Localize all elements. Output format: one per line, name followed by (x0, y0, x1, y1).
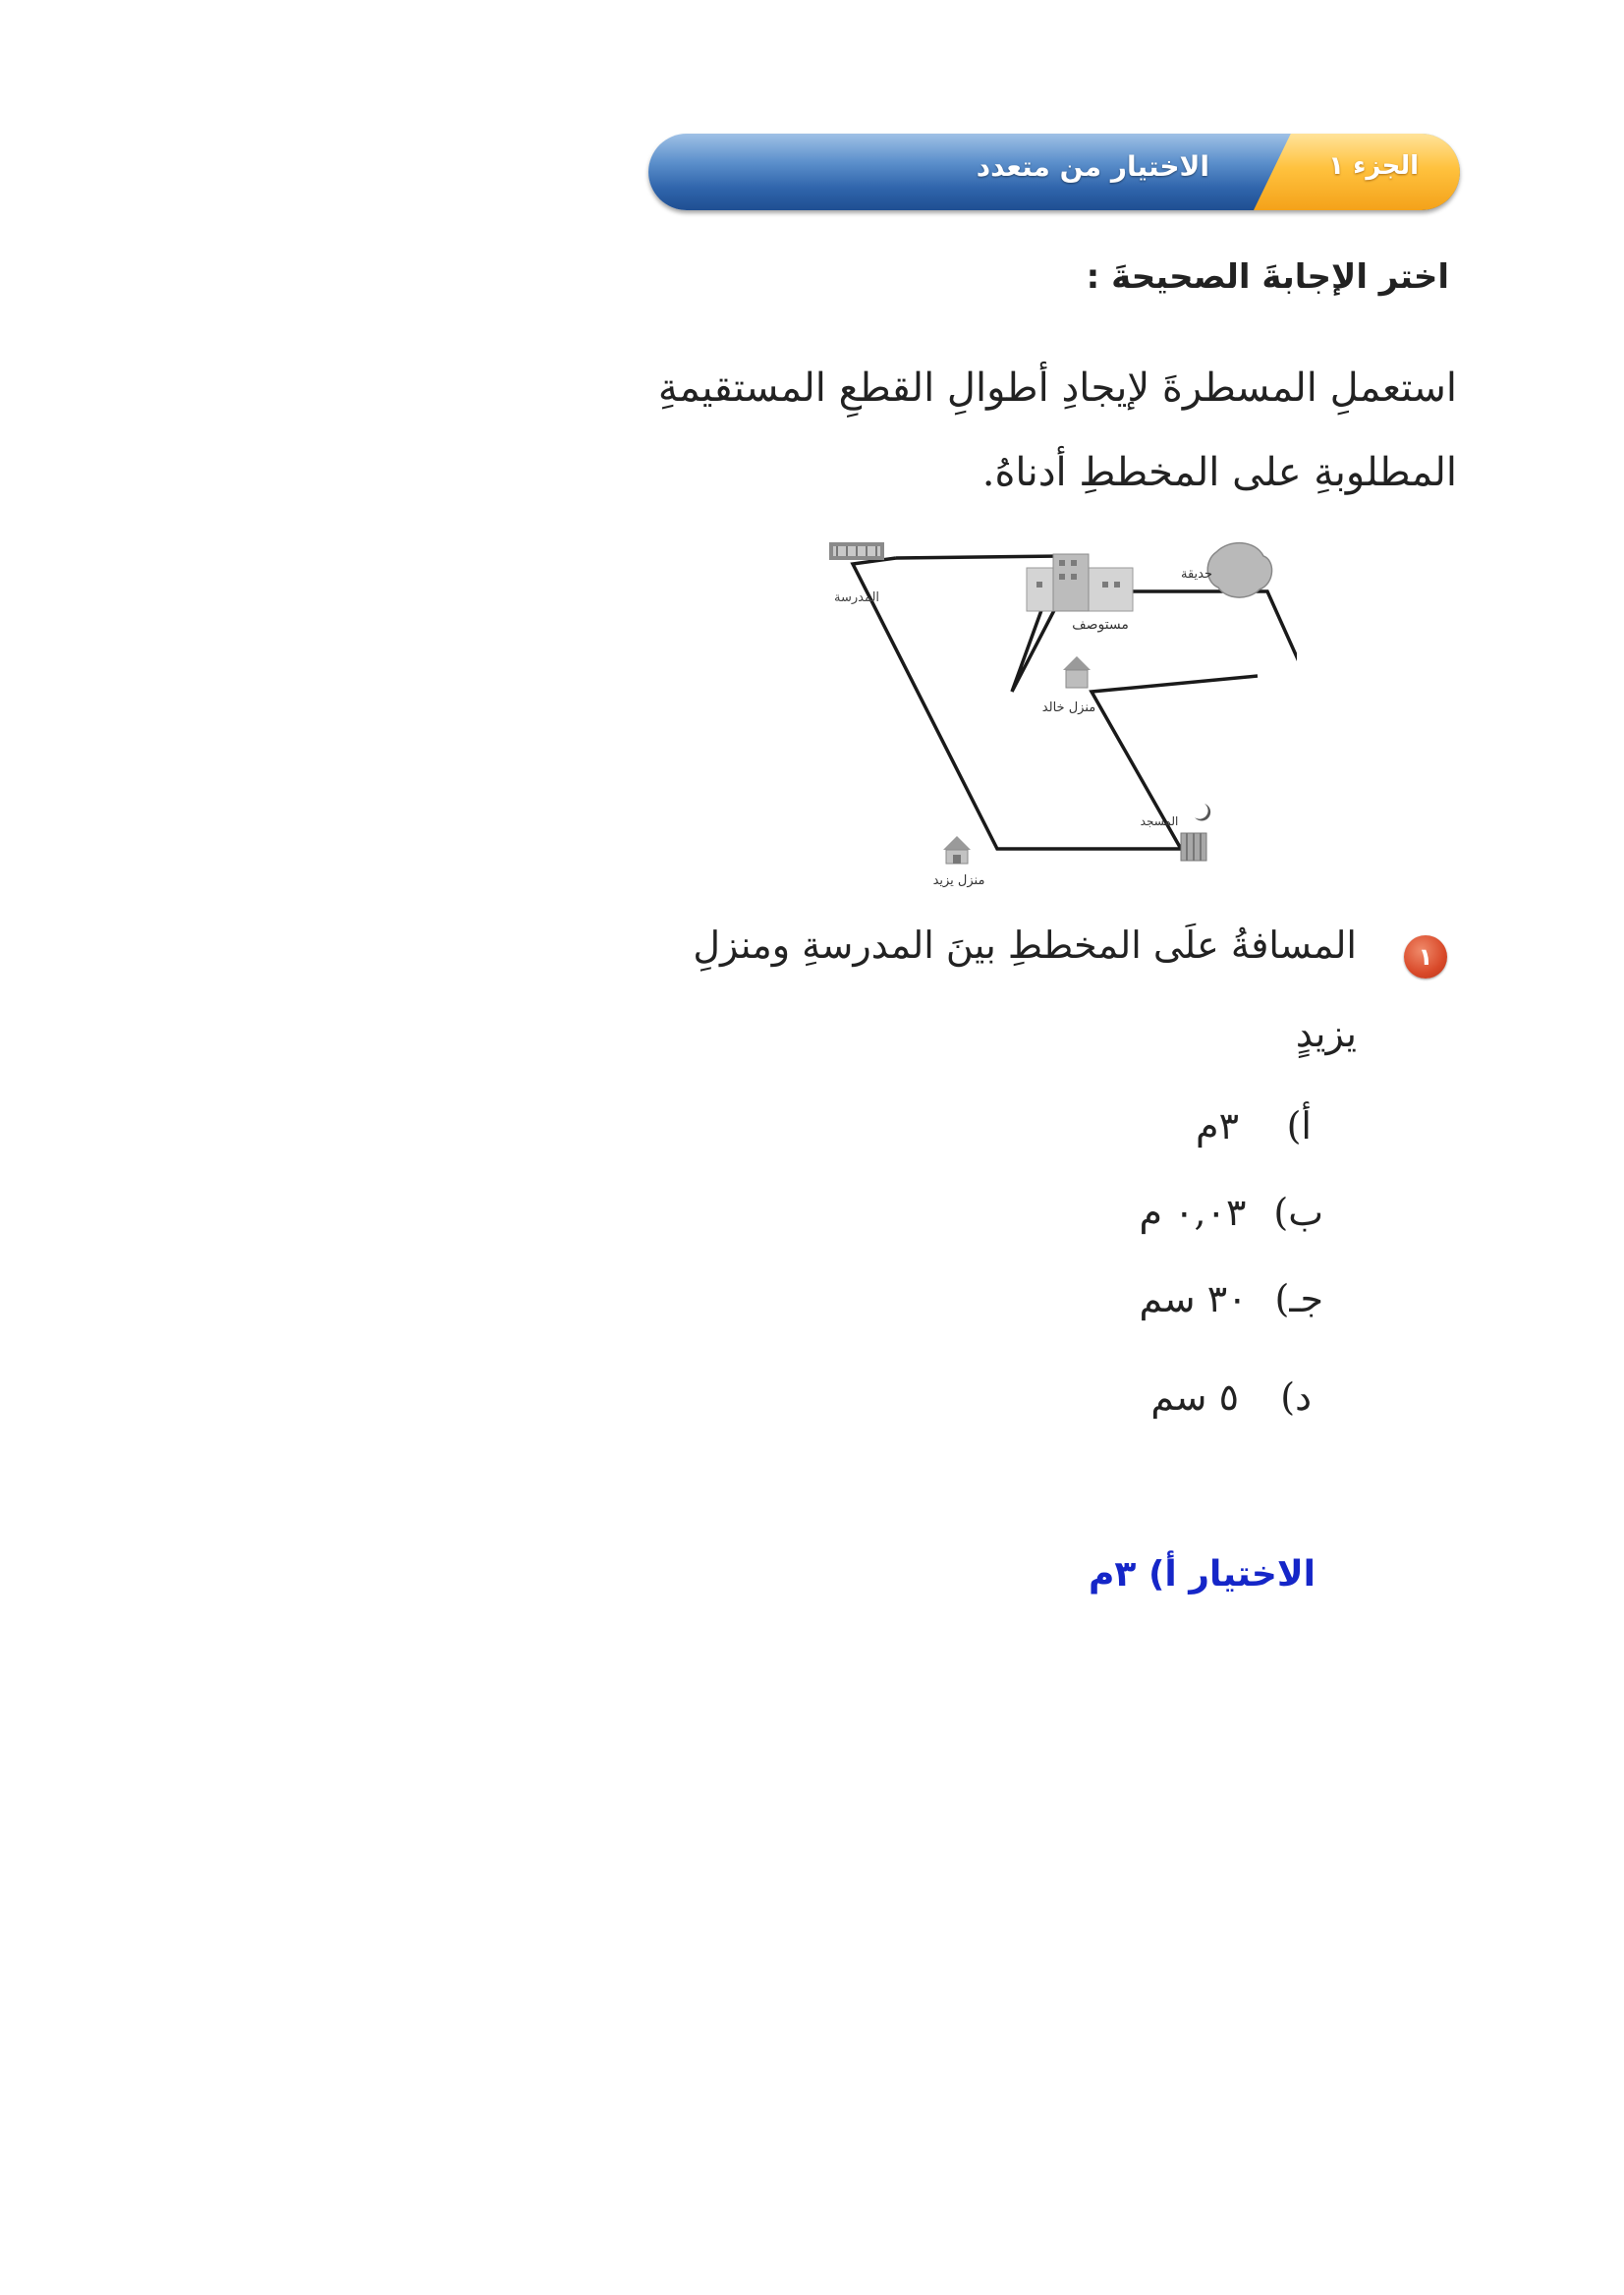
question-text-line-2: يزيدٍ (1295, 1012, 1357, 1055)
label-school: المدرسة (833, 590, 880, 605)
option-d-value: ٥ سم (1150, 1375, 1239, 1419)
banner-pill (648, 134, 1460, 210)
option-b[interactable] (1139, 1191, 1323, 1234)
option-b-label: ب) (1273, 1191, 1323, 1234)
instruction-text: اختر الإجابةَ الصحيحةَ : (1086, 257, 1449, 297)
option-a-label: أ) (1286, 1104, 1312, 1148)
label-mosque: المسجد (1140, 814, 1179, 828)
clinic-building-icon (1027, 554, 1133, 611)
school-icon (829, 542, 884, 560)
option-d[interactable] (1150, 1375, 1312, 1419)
label-khalid-house: منزل خالد (1041, 700, 1096, 715)
route-map-diagram (806, 531, 1297, 894)
option-b-value: ٠,٠٣ م (1139, 1191, 1247, 1234)
section-banner (648, 134, 1460, 210)
khalid-house-icon (1063, 656, 1091, 688)
label-yazid-house: منزل يزيد (932, 873, 985, 888)
park-tree-icon (1207, 543, 1271, 597)
label-clinic: مستوصف (1072, 617, 1129, 633)
question-text-line-1: المسافةُ علَى المخططِ بينَ المدرسةِ ومنزلِ (693, 924, 1357, 967)
option-d-label: د) (1280, 1375, 1312, 1419)
answer-text: الاختيار أ) ٣م (1089, 1554, 1316, 1595)
lead-line-2: المطلوبةِ على المخططِ أدناهُ. (981, 450, 1457, 495)
banner-title: الاختيار من متعدد (976, 150, 1209, 183)
mosque-icon (1181, 804, 1210, 861)
option-a-value: ٣م (1196, 1104, 1239, 1148)
yazid-house-icon (943, 836, 971, 864)
banner-part-label: الجزء ١ (1328, 151, 1419, 181)
question-number-badge: ١ (1404, 935, 1447, 979)
lead-line-1: استعملِ المسطرةَ لإيجادِ أطوالِ القطعِ المستقيمةِ (657, 365, 1457, 411)
label-park: حديقة (1180, 567, 1213, 582)
option-c-value: ٣٠ سم (1139, 1277, 1248, 1320)
option-c-label: جـ) (1274, 1277, 1323, 1320)
option-a[interactable] (1196, 1104, 1312, 1148)
option-c[interactable] (1140, 1277, 1324, 1320)
